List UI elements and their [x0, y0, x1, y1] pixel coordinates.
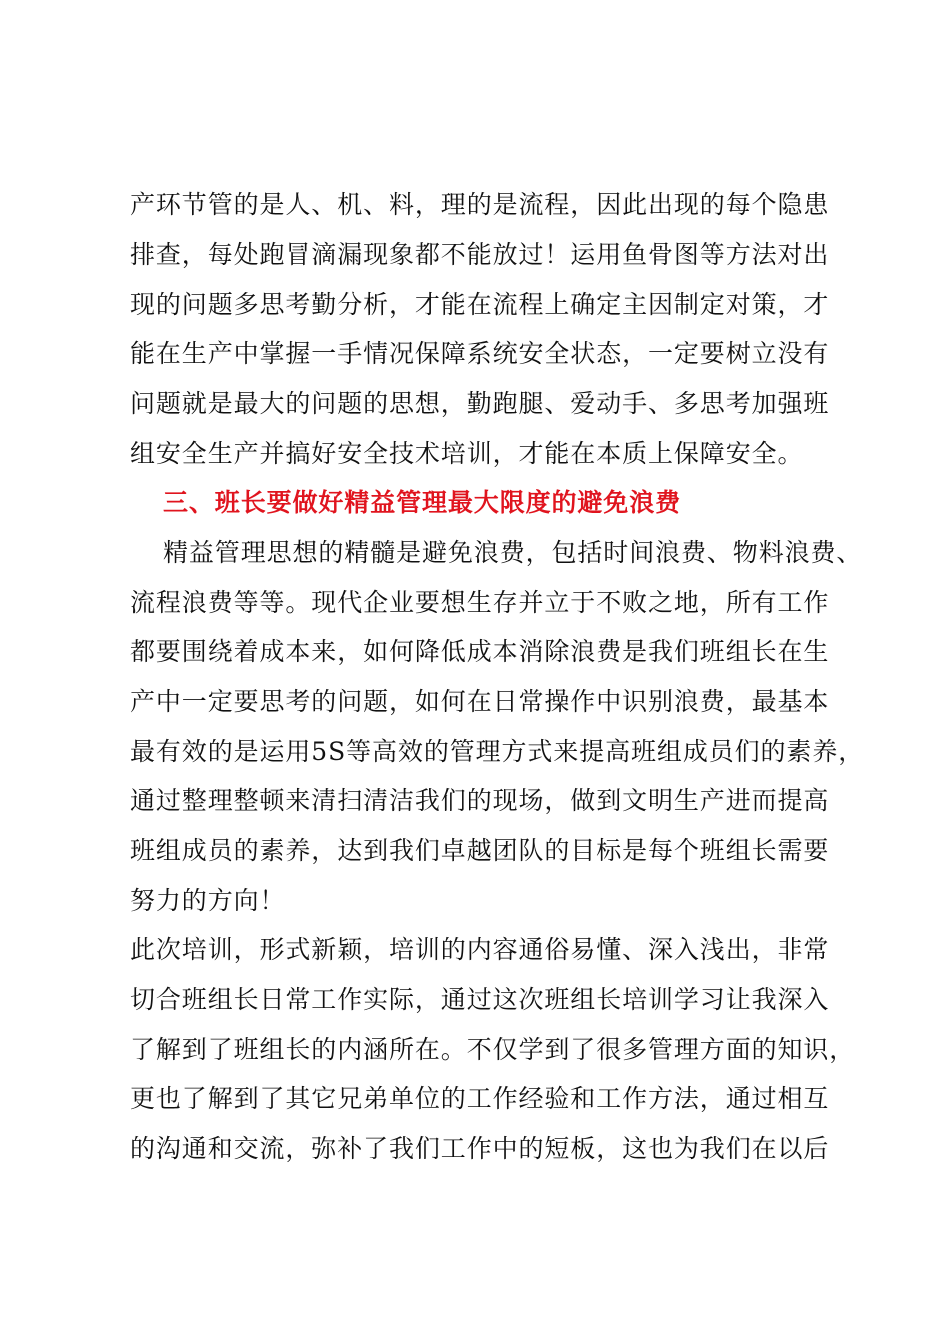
paragraph-line: 更也了解到了其它兄弟单位的工作经验和工作方法，通过相互 [130, 1084, 830, 1113]
paragraph-line: 都要围绕着成本来，如何降低成本消除浪费是我们班组长在生 [130, 637, 830, 666]
paragraph-line: 产中一定要思考的问题，如何在日常操作中识别浪费，最基本 [130, 687, 830, 716]
paragraph-line: 产环节管的是人、机、料，理的是流程，因此出现的每个隐患 [130, 190, 830, 219]
paragraph-line: 现的问题多思考勤分析，才能在流程上确定主因制定对策，才 [130, 290, 830, 319]
paragraph-line: 努力的方向！ [130, 886, 286, 915]
section-heading: 三、班长要做好精益管理最大限度的避免浪费 [163, 488, 682, 517]
paragraph-line: 精益管理思想的精髓是避免浪费，包括时间浪费、物料浪费、 [163, 538, 863, 567]
paragraph-line: 了解到了班组长的内涵所在。不仅学到了很多管理方面的知识， [130, 1035, 856, 1064]
paragraph-line: 能在生产中掌握一手情况保障系统安全状态，一定要树立没有 [130, 339, 830, 368]
paragraph-line: 问题就是最大的问题的思想，勤跑腿、爱动手、多思考加强班 [130, 389, 830, 418]
paragraph-line: 切合班组长日常工作实际，通过这次班组长培训学习让我深入 [130, 985, 830, 1014]
paragraph-line: 组安全生产并搞好安全技术培训，才能在本质上保障安全。 [130, 439, 804, 468]
paragraph-line: 此次培训，形式新颖，培训的内容通俗易懂、深入浅出，非常 [130, 935, 830, 964]
paragraph-line: 班组成员的素养，达到我们卓越团队的目标是每个班组长需要 [130, 836, 830, 865]
paragraph-line: 排查，每处跑冒滴漏现象都不能放过！运用鱼骨图等方法对出 [130, 240, 830, 269]
paragraph-line: 的沟通和交流，弥补了我们工作中的短板，这也为我们在以后 [130, 1134, 830, 1163]
paragraph-line: 通过整理整顿来清扫清洁我们的现场，做到文明生产进而提高 [130, 786, 830, 815]
paragraph-line: 最有效的是运用5S等高效的管理方式来提高班组成员们的素养， [130, 737, 865, 766]
paragraph-line: 流程浪费等等。现代企业要想生存并立于不败之地，所有工作 [130, 588, 830, 617]
